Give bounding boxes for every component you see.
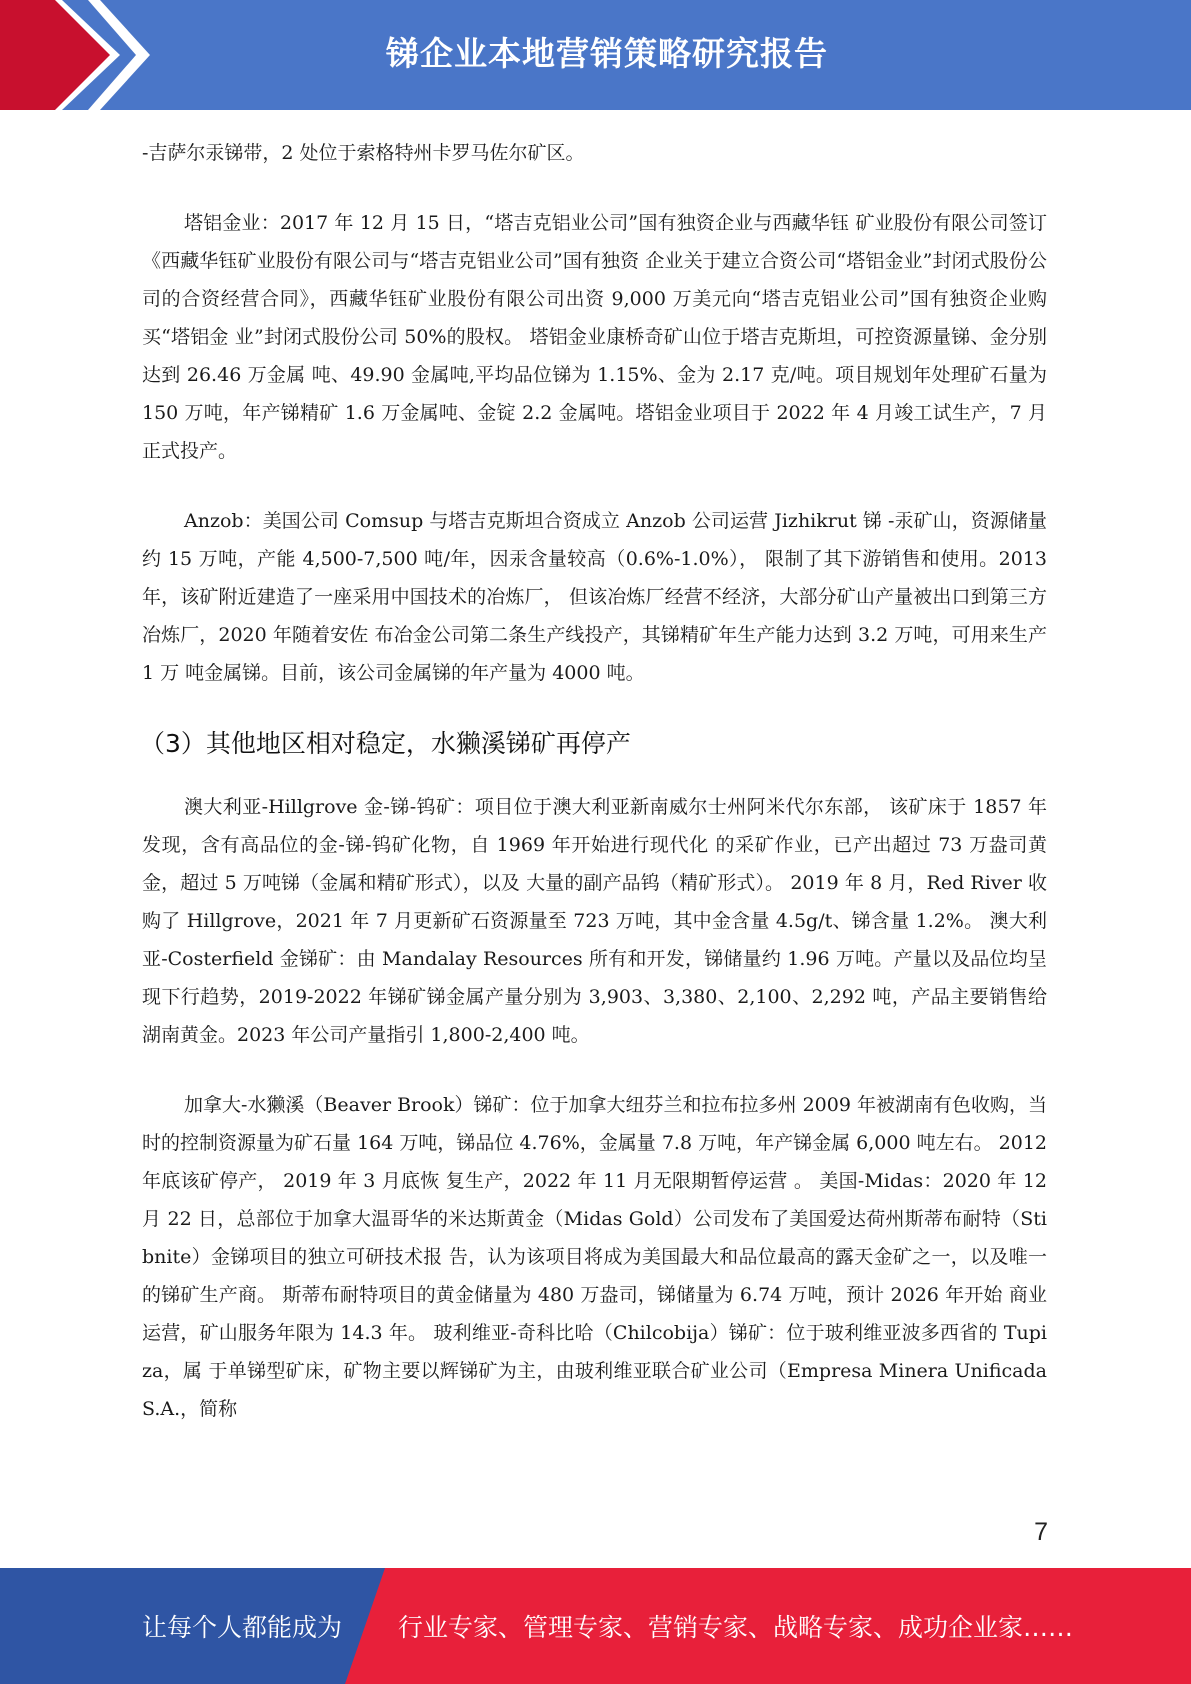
footer-slogan-right: 行业专家、管理专家、营销专家、战略专家、成功企业家…… — [398, 1613, 1074, 1642]
section-heading: （3）其他地区相对稳定，水獭溪锑矿再停产 — [140, 729, 631, 758]
paragraph-australia: 澳大利亚-Hillgrove 金-锑-钨矿：项目位于澳大利亚新南威尔士州阿米代尔东部， 该矿床于 1857 年发现，含有高品位的金-锑-钨矿化物，自 1969 年开始进行现代化 的采矿作业，已产出超过 73 万盎司黄金，超过 5 万吨锑（金属和精矿形式），以及 大量的副产品钨（精矿形式）。 2019 年 8 月，Red River 收购了 Hillgrove，2021 年 7 月更新矿石资源量至 723 万吨，其中金含量 4.5g/t、锑含量 1.2%。 澳大利亚-Costerfield 金锑矿：由 Mandalay Resources 所有和开发，锑储量约 1.96 万吨。产量以及品位均呈现下行趋势，2019-2022 年锑矿锑金属产量分别为 3,903、3,380、2,100、2,292 吨，产品主要销售给湖南黄金。2023 年公司产量指引 1,800-2,400 吨。 — [142, 796, 1047, 1046]
page-number: 7 — [1034, 1518, 1048, 1546]
paragraph-tala-gold: 塔铝金业：2017 年 12 月 15 日，“塔吉克铝业公司”国有独资企业与西藏华钰 矿业股份有限公司签订《西藏华钰矿业股份有限公司与“塔吉克铝业公司”国有独资 企业关于建立合资公司“塔铝金业”封闭式股份公司的合资经营合同》，西藏华钰矿业股份有限公司出资 9,000 万美元向“塔吉克铝业公司”国有独资企业购买“塔铝金 业”封闭式股份公司 50%的股权。 塔铝金业康桥奇矿山位于塔吉克斯坦，可控资源量锑、金分别达到 26.46 万金属 吨、49.90 金属吨,平均品位锑为 1.15%、金为 2.17 克/吨。项目规划年处理矿石量为 150 万吨，年产锑精矿 1.6 万金属吨、金锭 2.2 金属吨。塔铝金业项目于 2022 年 4 月竣工试生产，7 月正式投产。 — [142, 212, 1047, 462]
footer-slogan-left: 让每个人都能成为 — [142, 1613, 343, 1642]
paragraph-anzob: Anzob：美国公司 Comsup 与塔吉克斯坦合资成立 Anzob 公司运营 Jizhikrut 锑 -汞矿山，资源储量约 15 万吨，产能 4,500-7,500 吨/年，因汞含量较高（0.6%-1.0%）， 限制了其下游销售和使用。2013 年，该矿附近建造了一座采用中国技术的冶炼厂， 但该冶炼厂经营不经济，大部分矿山产量被出口到第三方冶炼厂，2020 年随着安佐 布冶金公司第二条生产线投产，其锑精矿年生产能力达到 3.2 万吨，可用来生产 1 万 吨金属锑。目前，该公司金属锑的年产量为 4000 吨。 — [142, 510, 1047, 684]
document-body — [142, 134, 1047, 1460]
page-header — [0, 0, 1191, 110]
page-footer — [0, 1568, 1191, 1684]
report-title: 锑企业本地营销策略研究报告 — [386, 34, 828, 73]
paragraph-continuation: -吉萨尔汞锑带，2 处位于索格特州卡罗马佐尔矿区。 — [142, 142, 585, 164]
paragraph-canada-usa-bolivia: 加拿大-水獭溪（Beaver Brook）锑矿：位于加拿大纽芬兰和拉布拉多州 2009 年被湖南有色收购，当时的控制资源量为矿石量 164 万吨，锑品位 4.76%，金属量 7.8 万吨，年产锑金属 6,000 吨左右。 2012 年底该矿停产， 2019 年 3 月底恢 复生产，2022 年 11 月无限期暂停运营 。 美国-Midas：2020 年 12 月 22 日，总部位于加拿大温哥华的米达斯黄金（Midas Gold）公司发布了美国爱达荷州斯蒂布耐特（Stibnite）金锑项目的独立可研技术报 告，认为该项目将成为美国最大和品位最高的露天金矿之一，以及唯一的锑矿生产商。 斯蒂布耐特项目的黄金储量为 480 万盎司，锑储量为 6.74 万吨，预计 2026 年开始 商业运营，矿山服务年限为 14.3 年。 玻利维亚-奇科比哈（Chilcobija）锑矿：位于玻利维亚波多西省的 Tupiza，属 于单锑型矿床，矿物主要以辉锑矿为主，由玻利维亚联合矿业公司（Empresa Minera Unificada S.A.，简称 — [142, 1094, 1047, 1420]
